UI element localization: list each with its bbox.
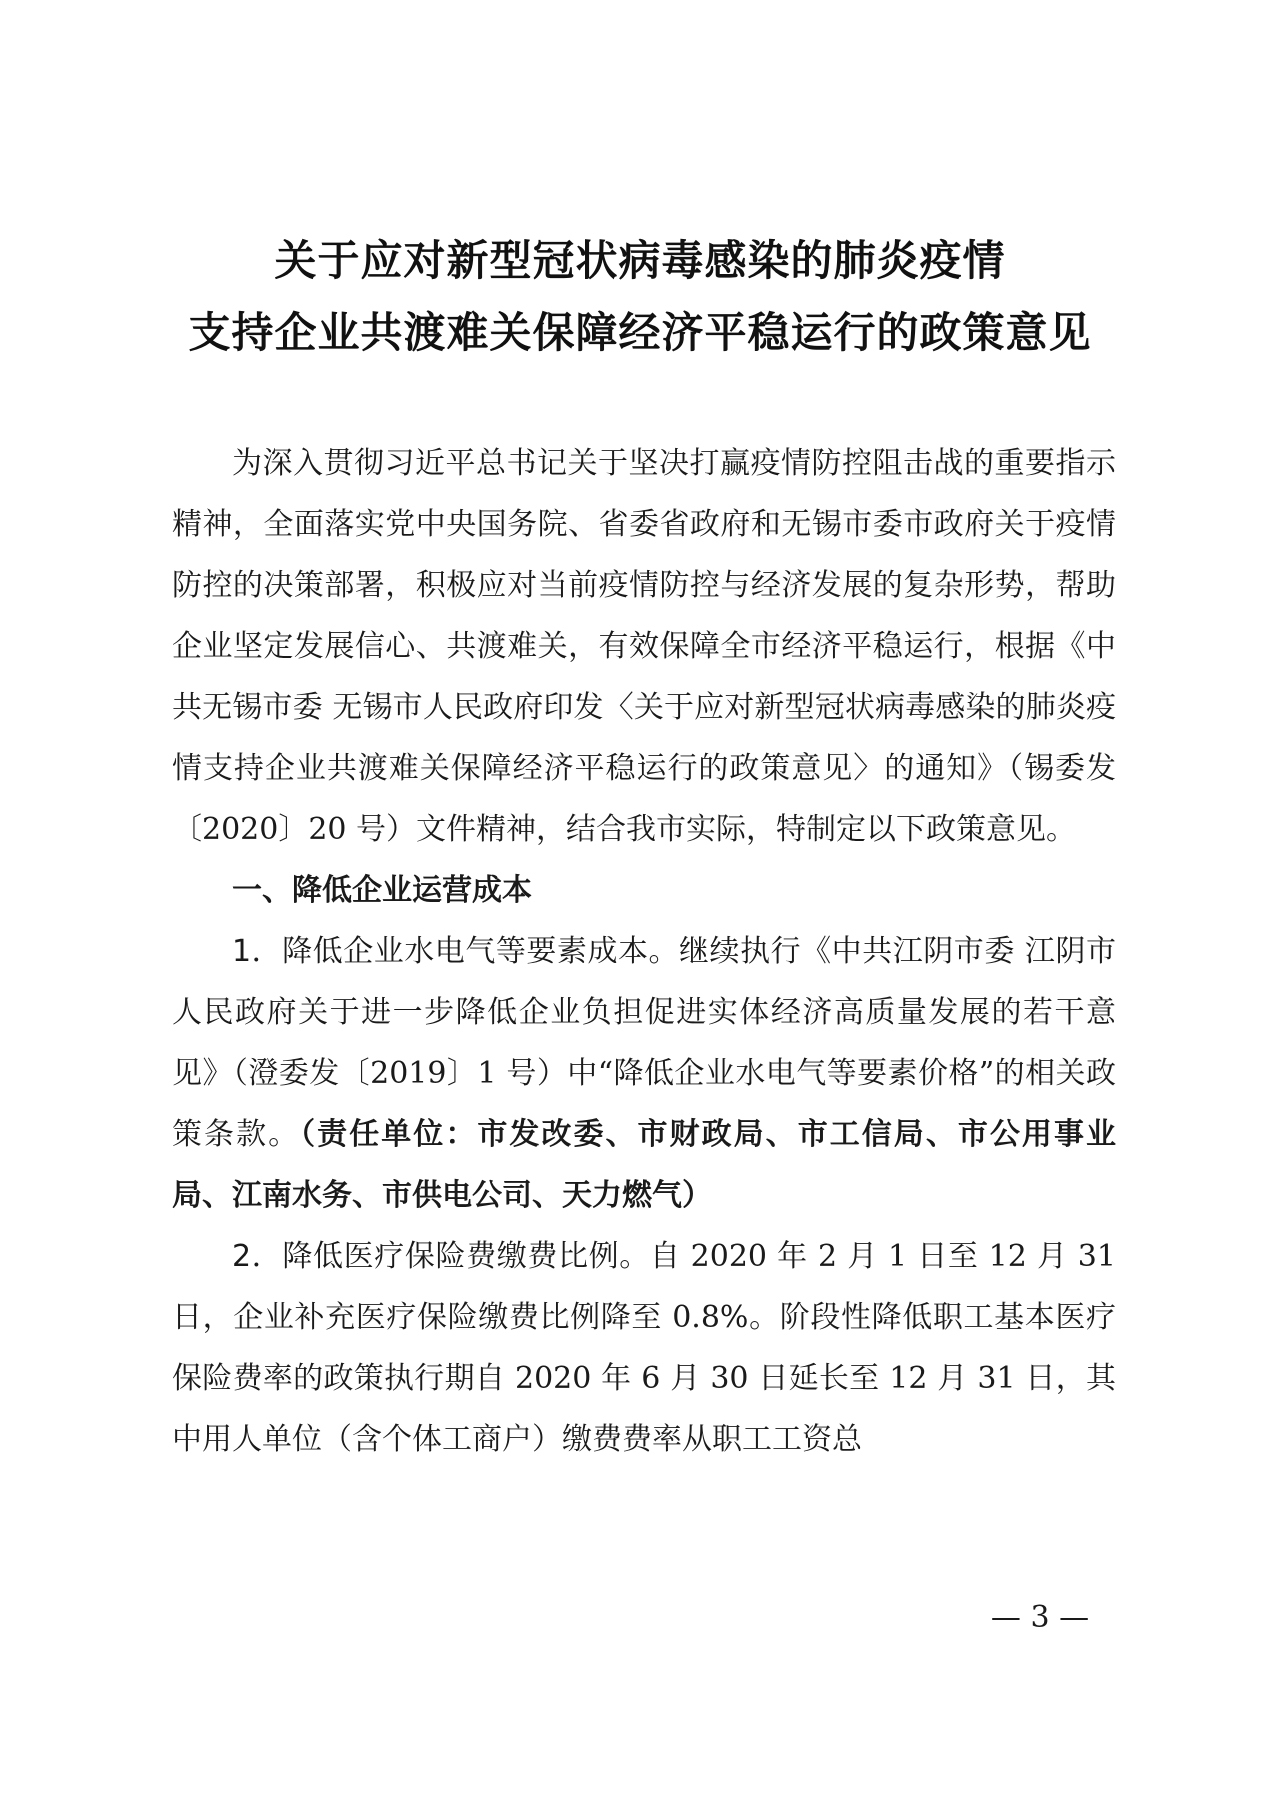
policy-item-2-body: 自 2020 年 2 月 1 日至 12 月 31 日，企业补充医疗保险缴费比例降至 0.8%。阶段性降低职工基本医疗保险费率的政策执行期自 2020 年 6 月 30 日延长至 12 月 31 日，其中用人单位（含个体工商户）缴费费率从职工工资总 bbox=[172, 1239, 1116, 1457]
section-heading-1: 一、降低企业运营成本 bbox=[232, 873, 532, 908]
document-title-line-1: 关于应对新型冠状病毒感染的肺炎疫情 bbox=[274, 236, 1006, 285]
policy-item-1-responsible-units: （责任单位：市发改委、市财政局、市工信局、市公用事业局、江南水务、市供电公司、天力燃气） bbox=[172, 1117, 1117, 1213]
policy-item-2-title: 2．降低医疗保险费缴费比例。 bbox=[232, 1239, 650, 1274]
policy-item-1-body: 继续执行《中共江阴市委 江阴市人民政府关于进一步降低企业负担促进实体经济高质量发展的若干意见》（澄委发〔2019〕1 号）中“降低企业水电气等要素价格”的相关政策条款。 bbox=[172, 934, 1116, 1152]
document-body bbox=[172, 433, 1116, 1470]
policy-item-1 bbox=[172, 921, 1116, 1226]
policy-item-1-title: 1．降低企业水电气等要素成本。 bbox=[232, 934, 680, 969]
policy-item-2 bbox=[172, 1226, 1116, 1470]
preamble-paragraph: 为深入贯彻习近平总书记关于坚决打赢疫情防控阻击战的重要指示精神，全面落实党中央国务院、省委省政府和无锡市委市政府关于疫情防控的决策部署，积极应对当前疫情防控与经济发展的复杂形势，帮助企业坚定发展信心、共渡难关，有效保障全市经济平稳运行，根据《中共无锡市委 无锡市人民政府印发〈关于应对新型冠状病毒感染的肺炎疫情支持企业共渡难关保障经济平稳运行的政策意见〉的通知》（锡委发〔2020〕20 号）文件精神，结合我市实际，特制定以下政策意见。 bbox=[172, 446, 1116, 847]
document-title-line-2: 支持企业共渡难关保障经济平稳运行的政策意见 bbox=[188, 308, 1092, 357]
page-number: — 3 — bbox=[990, 1600, 1090, 1635]
